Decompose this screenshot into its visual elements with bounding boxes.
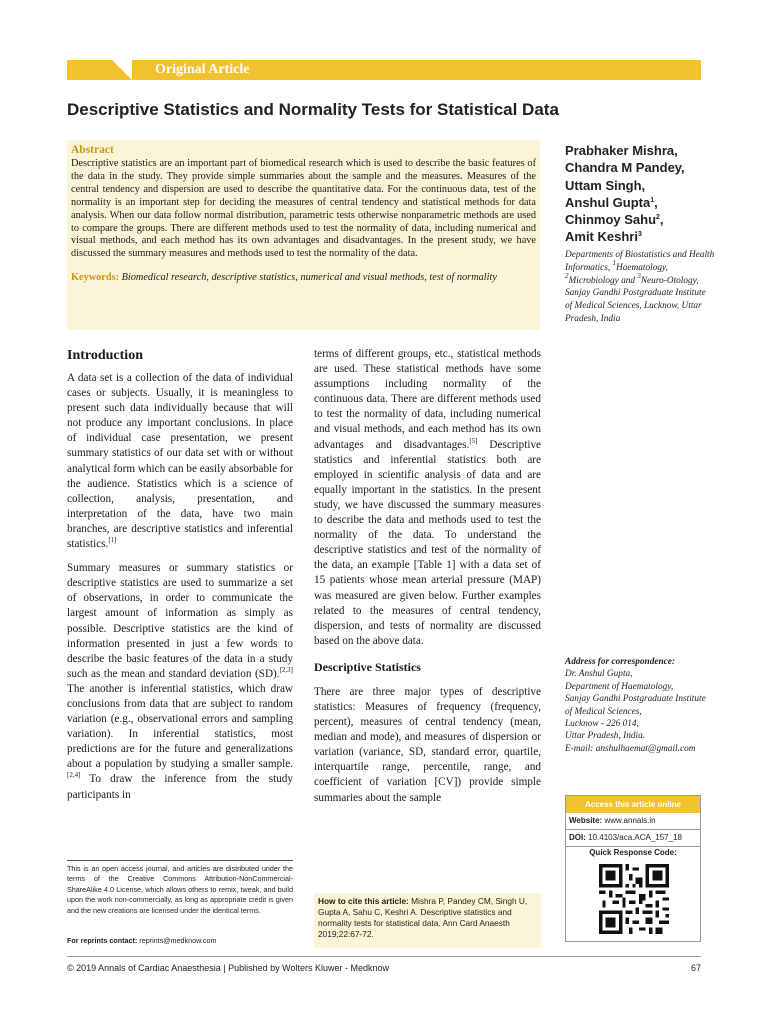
author-name: Chinmoy Sahu$^2$, [565, 212, 664, 228]
section-heading-descriptive-statistics: Descriptive Statistics [314, 659, 421, 674]
banner-notch [112, 60, 132, 80]
page-number: 67 [690, 963, 701, 973]
body-paragraph: Summary measures or summary statistics or descriptive statistics are used to summarize a set of observations, in order to communicate the largest amount of information as simply as possible. Descriptive statistics are the kind of information presented in just a few words to describe the basic features of the data in a study such as the mean and standard deviation (SD).[2,3] The another is inferential statistics, which draw conclusions from data that are subject to random variation (e.g., observational errors and sampling variation). In inferential statistics, most predictions are for the future and generalizations about a population by studying a smaller sample.[2,4] To draw the inference from the study participants in [67, 562, 293, 801]
body-paragraph: A data set is a collection of the data of individual cases or subjects. Usually, it is meaningless to present such data individually because that will not produce any important conclusions. In place of individual case presentation, we present summary statistics of our data set with or without analytical form which can be easily absorbable for the audience. Statistics which is a science of collection, analysis, presentation, and interpretation of the data, have two main branches, are descriptive statistics and inferential statistics.[1] [67, 372, 293, 551]
author-name: Prabhaker Mishra, [565, 143, 678, 158]
reprints-contact: For reprints contact: reprints@medknow.com [67, 936, 217, 945]
website-row: Website: www.annals.in [566, 813, 700, 830]
keywords-label: Keywords: [71, 272, 120, 284]
abstract-keywords [71, 271, 536, 284]
citation-text: Mishra P, Pandey CM, Singh U, Gupta A, Sahu C, Keshri A. Descriptive statistics and normality tests for statistical data. Ann Card Anaesth 2019;22:67-72. [318, 896, 528, 939]
qr-code-icon[interactable] [599, 864, 669, 934]
reprints-email[interactable]: reprints@medknow.com [139, 936, 217, 945]
author-name: Anshul Gupta$^1$, [565, 194, 658, 210]
section-heading-introduction: Introduction [67, 348, 143, 363]
body-paragraph: terms of different groups, etc., statistical methods are used. These statistical methods have some assumptions including normality of the continuous data. There are different methods used to test the normality of data, including numerical and visual methods, and each method has its own advantages and disadvantages.[5] Descriptive statistics and inferential statistics both are employed in scientific analysis of data and are equally important in the statistics. In the present study, we have discussed the summary measures to describe the data and methods used to test the normality of the data. To understand the descriptive statistics and test of the normality of the data, an example [Table 1] with a data set of 15 patients whose mean arterial pressure (MAP) was measured are given below. Further examples related to the measures of central tendency, dispersion, and tests of normality are discussed based on the above data. [314, 348, 541, 647]
body-paragraph: There are three major types of descriptive statistics: Measures of frequency (frequency, percent), measures of central tendency (mean, median and mode), and measures of dispersion or variation (variance, SD, standard error, quartile, interquartile range, percentile, range, and coefficient of variation [CV]) provide simple summaries about the sample [314, 685, 541, 804]
website-link[interactable]: www.annals.in [604, 816, 656, 825]
abstract-box [67, 140, 540, 330]
citation-ref[interactable]: [1] [108, 536, 117, 545]
correspondence-heading: Address for correspondence: [565, 657, 676, 667]
keywords-text: Biomedical research, descriptive statistics, numerical and visual methods, test of normality [121, 272, 497, 284]
access-online-box [565, 795, 701, 942]
citation-ref[interactable]: [2,3] [279, 665, 293, 674]
correspondence-address: Address for correspondence: Dr. Anshul Gupta, Department of Haematology, Sanjay Gandhi Postgraduate Institute of Medical Sciences, Lucknow - 226 014, Uttar Pradesh, India. E-mail: anshulhaemat@gmail.com [565, 656, 715, 755]
doi-row: DOI: 10.4103/aca.ACA_157_18 [566, 830, 700, 847]
abstract-text: Descriptive statistics are an important part of biomedical research which is used to describe the basic features of the data in the study. They provide simple summaries about the sample and the measures. Measures of the central tendency and dispersion are used to describe the quantitative data. For the continuous data, test of the normality is an important step for deciding the measures of central tendency and statistical methods for data analysis. When our data follow normal distribution, parametric tests otherwise nonparametric methods are used to compare the groups. There are different methods used to test the normality of data, including numerical and visual methods, and each method has its own advantages and disadvantages. In the present study, we have discussed the summary measures and methods used to test the normality of the data. [71, 158, 536, 260]
author-name: Uttam Singh, [565, 177, 646, 193]
footer-copyright: © 2019 Annals of Cardiac Anaesthesia | Published by Wolters Kluwer - Medknow [67, 963, 389, 973]
author-affiliations: Departments of Biostatistics and Health Informatics, $^1$Haematology, $^2$Microbiology and $^3$Neuro-Otology, Sanjay Gandhi Postgraduate Institute of Medical Sciences, Lucknow, Uttar Pradesh, India [565, 250, 715, 324]
author-name: Amit Keshri$^3$ [565, 229, 642, 245]
citation-box [314, 893, 541, 948]
footnote-divider [67, 860, 293, 861]
author-list [565, 142, 715, 246]
qr-label: Quick Response Code: [589, 848, 677, 857]
body-column-right [314, 347, 541, 806]
article-type-label: Original Article [155, 62, 250, 77]
body-column-left [67, 347, 293, 803]
correspondence-email[interactable]: E-mail: anshulhaemat@gmail.com [565, 743, 696, 754]
citation-ref[interactable]: [2,4] [67, 771, 81, 780]
abstract-heading: Abstract [71, 144, 114, 156]
citation-label: How to cite this article: [318, 896, 409, 906]
footer-divider [67, 956, 701, 957]
doi-link[interactable]: 10.4103/aca.ACA_157_18 [588, 833, 682, 842]
author-name: Chandra M Pandey, [565, 160, 685, 176]
citation-ref[interactable]: [5] [469, 436, 478, 445]
license-notice: This is an open access journal, and articles are distributed under the terms of the Creative Commons Attribution-NonCommercial-ShareAlike 4.0 License, which allows others to remix, tweak, and build upon the work non-commercially, as long as appropriate credit is given and the new creations are licensed under the identical terms. [67, 864, 293, 915]
article-title: Descriptive Statistics and Normality Tests for Statistical Data [67, 100, 559, 119]
access-heading: Access this article online [566, 796, 700, 813]
